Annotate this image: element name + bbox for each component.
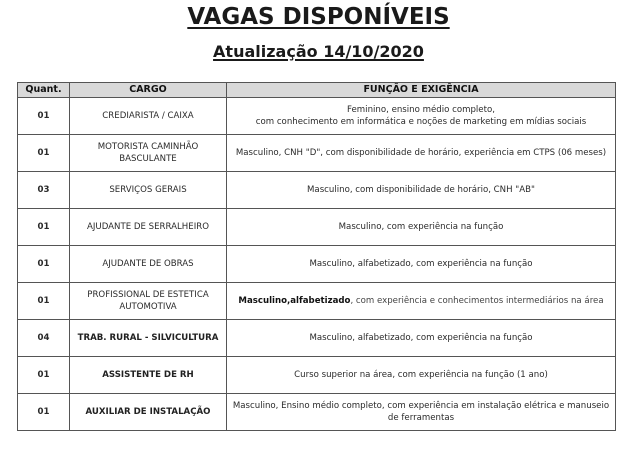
cargo-text: AUXILIAR DE INSTALAÇÃO	[85, 407, 211, 417]
quant-cell: 01	[18, 357, 70, 394]
funcao-text: Masculino, com experiência na função	[338, 222, 504, 232]
quant-cell: 01	[18, 394, 70, 431]
quant-cell: 04	[18, 320, 70, 357]
funcao-cell	[227, 135, 616, 172]
table-row	[18, 283, 616, 320]
cargo-text: TRAB. RURAL - SILVICULTURA	[77, 333, 219, 343]
table-row	[18, 135, 616, 172]
table-row	[18, 394, 616, 431]
funcao-cell	[227, 394, 616, 431]
funcao-text: Masculino, CNH "D", com disponibilidade de horário, experiência em CTPS (06 meses)	[235, 148, 607, 158]
cargo-text-line1: PROFISSIONAL DE ESTETICA	[87, 290, 209, 300]
quant-cell: 03	[18, 172, 70, 209]
table-row	[18, 98, 616, 135]
table-row	[18, 246, 616, 283]
vacancies-table	[17, 82, 616, 431]
quant-cell: 01	[18, 98, 70, 135]
cargo-text: ASSISTENTE DE RH	[102, 370, 194, 380]
cargo-cell	[70, 135, 227, 172]
funcao-text: Masculino, alfabetizado, com experiência na função	[309, 333, 533, 343]
cargo-cell	[70, 394, 227, 431]
cargo-cell	[70, 320, 227, 357]
funcao-text: Curso superior na área, com experiência na função (1 ano)	[294, 370, 548, 380]
funcao-cell	[227, 320, 616, 357]
cargo-text: AJUDANTE DE OBRAS	[102, 259, 194, 269]
quant-cell: 01	[18, 209, 70, 246]
cargo-cell	[70, 98, 227, 135]
funcao-cell	[227, 209, 616, 246]
page-title-text: VAGAS DISPONÍVEIS	[187, 4, 450, 30]
funcao-text-line2: de ferramentas	[387, 413, 455, 423]
funcao-text-line1: Masculino, Ensino médio completo, com experiência em instalação elétrica e manuseio	[232, 401, 610, 411]
funcao-text-bold: Masculino,alfabetizado	[238, 296, 351, 306]
funcao-cell	[227, 98, 616, 135]
funcao-text-line1: Feminino, ensino médio completo,	[347, 105, 495, 115]
cargo-cell	[70, 172, 227, 209]
column-header-funcao: FUNÇÃO E EXIGÊNCIA	[227, 83, 616, 98]
update-date	[0, 42, 637, 61]
cargo-text-line2: AUTOMOTIVA	[119, 302, 177, 312]
page-title	[0, 4, 637, 30]
funcao-text: Masculino, com disponibilidade de horário, CNH "AB"	[307, 185, 535, 195]
funcao-cell	[227, 357, 616, 394]
cargo-text: SERVIÇOS GERAIS	[109, 185, 187, 195]
quant-cell: 01	[18, 283, 70, 320]
quant-cell: 01	[18, 135, 70, 172]
table-header-row	[18, 83, 616, 98]
cargo-text: CREDIARISTA / CAIXA	[102, 111, 194, 121]
cargo-cell	[70, 209, 227, 246]
funcao-cell	[227, 172, 616, 209]
cargo-text: AJUDANTE DE SERRALHEIRO	[87, 222, 209, 232]
table-row	[18, 357, 616, 394]
cargo-cell	[70, 246, 227, 283]
table-row	[18, 320, 616, 357]
update-date-text: Atualização 14/10/2020	[213, 42, 424, 61]
table-row	[18, 172, 616, 209]
cargo-text-line1: MOTORISTA CAMINHÃO	[97, 142, 199, 152]
funcao-text-rest: , com experiência e conhecimentos intermediários na área	[350, 296, 604, 306]
quant-cell: 01	[18, 246, 70, 283]
funcao-text: Masculino, alfabetizado, com experiência na função	[309, 259, 533, 269]
cargo-cell	[70, 283, 227, 320]
column-header-quant: Quant.	[18, 83, 70, 98]
funcao-text-line2: com conhecimento em informática e noções de marketing em mídias sociais	[255, 117, 587, 127]
funcao-cell	[227, 246, 616, 283]
column-header-cargo: CARGO	[70, 83, 227, 98]
funcao-cell	[227, 283, 616, 320]
cargo-text-line2: BASCULANTE	[119, 154, 177, 164]
table-row	[18, 209, 616, 246]
cargo-cell	[70, 357, 227, 394]
